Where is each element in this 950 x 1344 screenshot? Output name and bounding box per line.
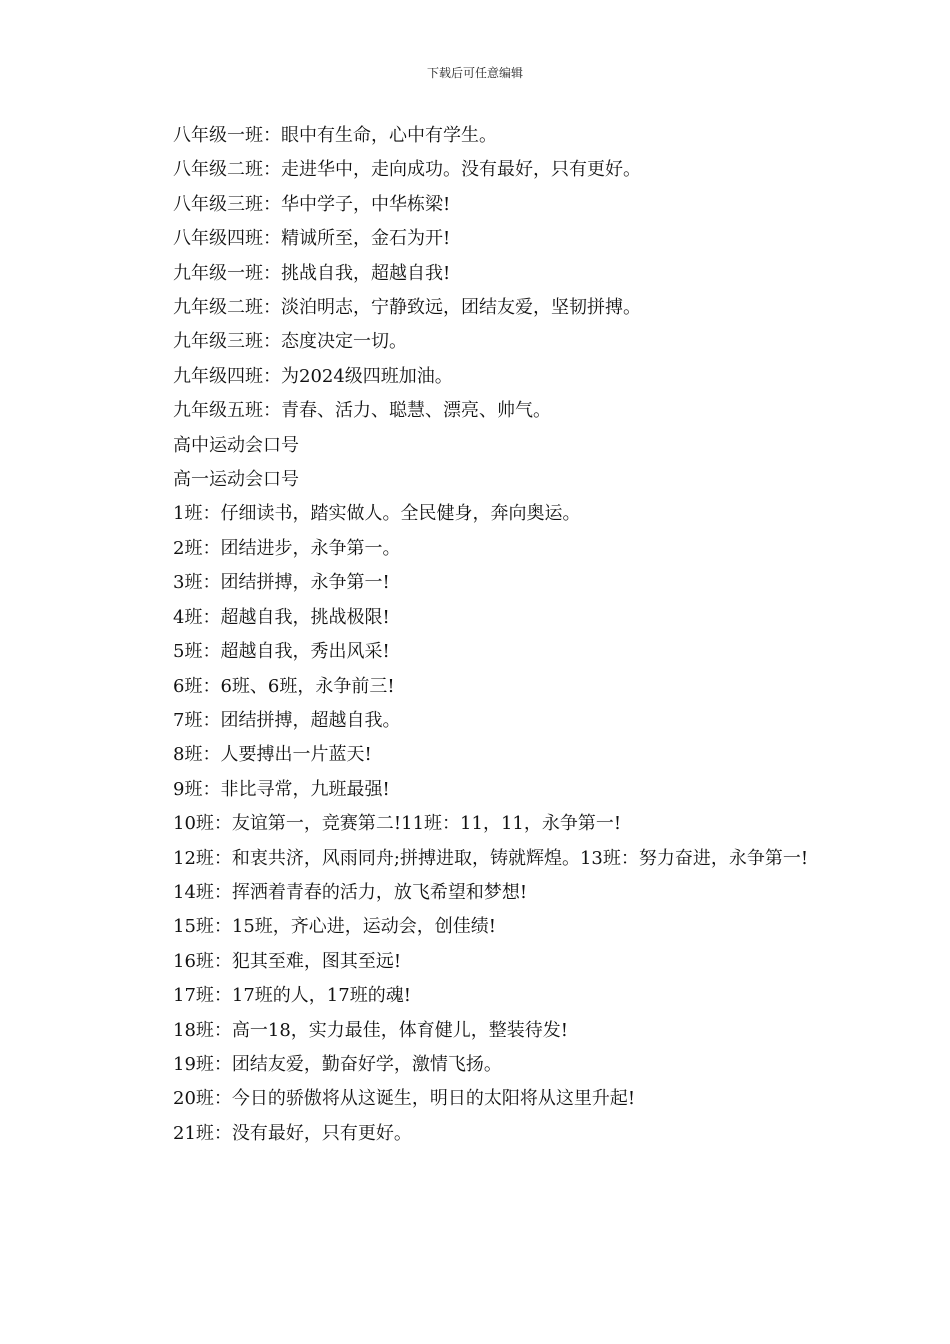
paragraph: 12班：和衷共济，风雨同舟;拼搏进取，铸就辉煌。13班：努力奋进，永争第一!: [173, 847, 809, 869]
paragraph: 8班：人要搏出一片蓝天!: [173, 744, 372, 766]
paragraph: 16班：犯其至难，图其至远!: [173, 950, 402, 972]
section-heading: 高中运动会口号: [173, 434, 299, 456]
paragraph: 6班：6班、6班，永争前三!: [173, 675, 395, 697]
paragraph: 八年级四班：精诚所至，金石为开!: [173, 228, 451, 250]
paragraph: 15班：15班，齐心进，运动会，创佳绩!: [173, 916, 497, 938]
paragraph: 九年级一班：挑战自我，超越自我!: [173, 262, 451, 284]
section-subheading: 高一运动会口号: [173, 469, 299, 491]
paragraph: 17班：17班的人，17班的魂!: [173, 985, 411, 1007]
page-header: 下载后可任意编辑: [426, 66, 523, 80]
paragraph: 八年级二班：走进华中，走向成功。没有最好，只有更好。: [173, 159, 641, 181]
document-body: [145, 119, 813, 1151]
paragraph: 10班：友谊第一，竞赛第二!11班：11，11，永争第一!: [173, 813, 622, 835]
paragraph: 八年级一班：眼中有生命，心中有学生。: [173, 125, 497, 146]
paragraph: 3班：团结拼搏，永争第一!: [173, 572, 390, 594]
paragraph: 18班：高一18，实力最佳，体育健儿，整装待发!: [173, 1019, 569, 1041]
paragraph: 九年级三班：态度决定一切。: [173, 331, 407, 353]
paragraph: 14班：挥洒着青春的活力，放飞希望和梦想!: [173, 881, 528, 903]
paragraph: 4班：超越自我，挑战极限!: [173, 606, 390, 628]
paragraph: 九年级五班：青春、活力、聪慧、漂亮、帅气。: [173, 400, 551, 422]
paragraph: 5班：超越自我，秀出风采!: [173, 641, 390, 663]
paragraph: 1班：仔细读书，踏实做人。全民健身，奔向奥运。: [173, 503, 581, 525]
paragraph: 9班：非比寻常，九班最强!: [173, 778, 390, 800]
paragraph: 20班：今日的骄傲将从这诞生，明日的太阳将从这里升起!: [173, 1088, 636, 1110]
paragraph: 21班：没有最好，只有更好。: [173, 1122, 412, 1144]
paragraph: 19班：团结友爱，勤奋好学，激情飞扬。: [173, 1053, 502, 1075]
paragraph: 7班：团结拼搏，超越自我。: [173, 709, 401, 731]
paragraph: 2班：团结进步，永争第一。: [173, 537, 401, 559]
paragraph: 九年级四班：为2024级四班加油。: [173, 365, 453, 387]
paragraph: 九年级二班：淡泊明志，宁静致远，团结友爱，坚韧拼搏。: [173, 297, 641, 319]
paragraph: 八年级三班：华中学子，中华栋梁!: [173, 193, 451, 215]
